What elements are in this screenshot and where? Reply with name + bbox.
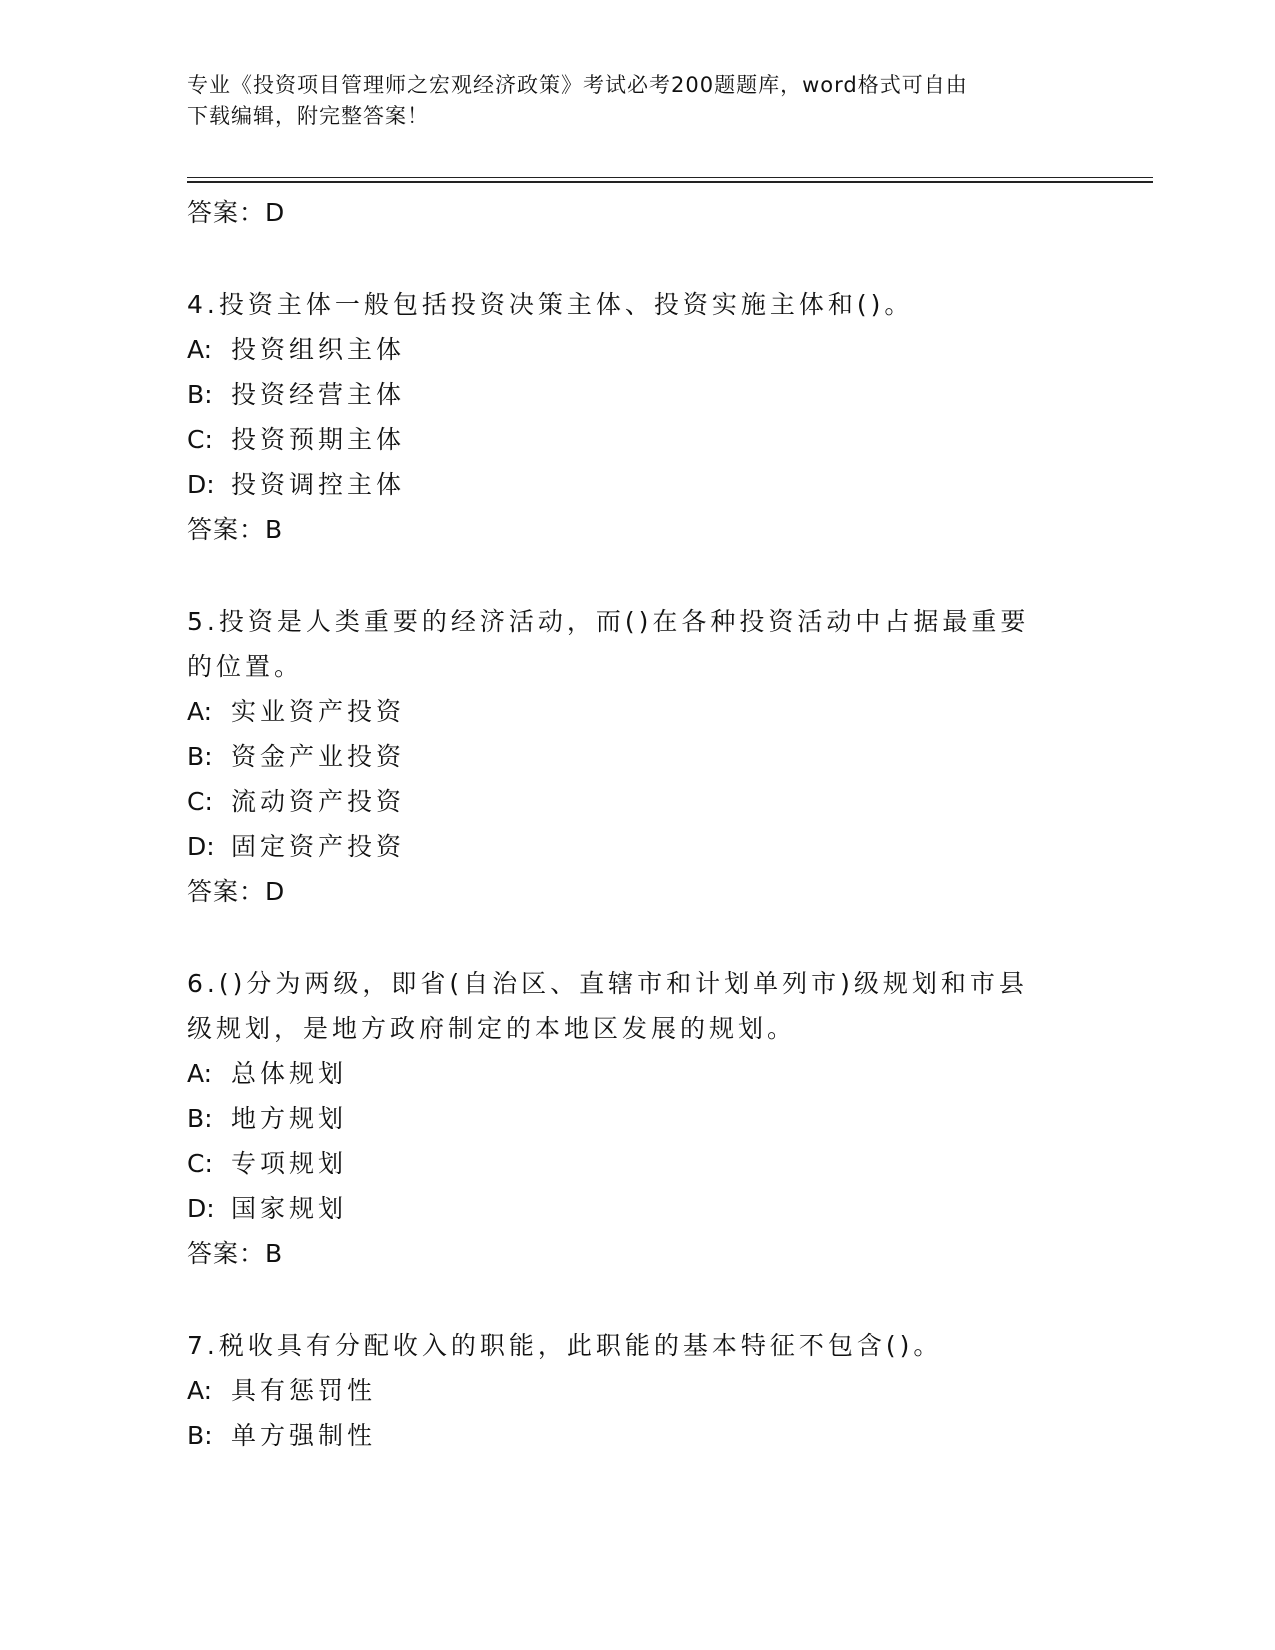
- option-letter: B:: [187, 380, 213, 409]
- question-text: 6.()分为两级，即省(自治区、直辖市和计划单列市)级规划和市县级规划，是地方政府制定的本地区发展的规划。: [187, 969, 1028, 1043]
- option-letter: C:: [187, 787, 213, 816]
- spacer: [187, 1276, 1087, 1323]
- option-text: 资金产业投资: [231, 742, 406, 771]
- option-text: 投资调控主体: [231, 470, 406, 499]
- option-row: [187, 1413, 1087, 1458]
- answer-line: 答案：B: [187, 1239, 284, 1268]
- header-divider-thin: [187, 177, 1153, 178]
- option-letter: D:: [187, 832, 215, 861]
- option-row: [187, 372, 1087, 417]
- option-letter: B:: [187, 1104, 213, 1133]
- option-text: 总体规划: [231, 1059, 348, 1088]
- question-block: [187, 1323, 1087, 1458]
- answer-line: 答案：D: [187, 877, 286, 906]
- option-row: [187, 689, 1087, 734]
- option-letter: D:: [187, 1194, 215, 1223]
- question-text: 5.投资是人类重要的经济活动，而()在各种投资活动中占据最重要的位置。: [187, 607, 1030, 681]
- option-text: 投资组织主体: [231, 335, 406, 364]
- option-text: 投资经营主体: [231, 380, 406, 409]
- spacer: [187, 235, 1087, 282]
- option-text: 投资预期主体: [231, 425, 406, 454]
- option-letter: D:: [187, 470, 215, 499]
- option-letter: A:: [187, 335, 213, 364]
- header-line-2: 下载编辑，附完整答案！: [187, 104, 429, 128]
- option-row: [187, 1051, 1087, 1096]
- question-block: [187, 961, 1087, 1276]
- option-text: 具有惩罚性: [231, 1376, 377, 1405]
- document-header: [187, 70, 1067, 132]
- option-letter: B:: [187, 742, 213, 771]
- option-row: [187, 779, 1087, 824]
- header-divider-thick: [187, 181, 1153, 183]
- question-block: [187, 282, 1087, 552]
- option-letter: C:: [187, 425, 213, 454]
- option-text: 国家规划: [231, 1194, 348, 1223]
- option-text: 地方规划: [231, 1104, 348, 1133]
- option-row: [187, 417, 1087, 462]
- option-row: [187, 327, 1087, 372]
- option-row: [187, 1141, 1087, 1186]
- question-text: 4.投资主体一般包括投资决策主体、投资实施主体和()。: [187, 290, 914, 319]
- option-row: [187, 462, 1087, 507]
- option-row: [187, 1186, 1087, 1231]
- option-letter: A:: [187, 1059, 213, 1088]
- option-text: 单方强制性: [231, 1421, 377, 1450]
- option-row: [187, 1368, 1087, 1413]
- option-text: 专项规划: [231, 1149, 348, 1178]
- spacer: [187, 914, 1087, 961]
- answer-line: 答案：D: [187, 198, 286, 227]
- question-list: [187, 190, 1087, 1458]
- question-block: [187, 599, 1087, 914]
- option-letter: A:: [187, 1376, 213, 1405]
- option-row: [187, 824, 1087, 869]
- option-row: [187, 734, 1087, 779]
- option-letter: B:: [187, 1421, 213, 1450]
- option-letter: C:: [187, 1149, 213, 1178]
- header-line-1: 专业《投资项目管理师之宏观经济政策》考试必考200题题库，word格式可自由: [187, 73, 968, 97]
- answer-line: 答案：B: [187, 515, 284, 544]
- option-text: 流动资产投资: [231, 787, 406, 816]
- option-text: 实业资产投资: [231, 697, 406, 726]
- option-text: 固定资产投资: [231, 832, 406, 861]
- spacer: [187, 552, 1087, 599]
- option-row: [187, 1096, 1087, 1141]
- option-letter: A:: [187, 697, 213, 726]
- question-text: 7.税收具有分配收入的职能，此职能的基本特征不包含()。: [187, 1331, 943, 1360]
